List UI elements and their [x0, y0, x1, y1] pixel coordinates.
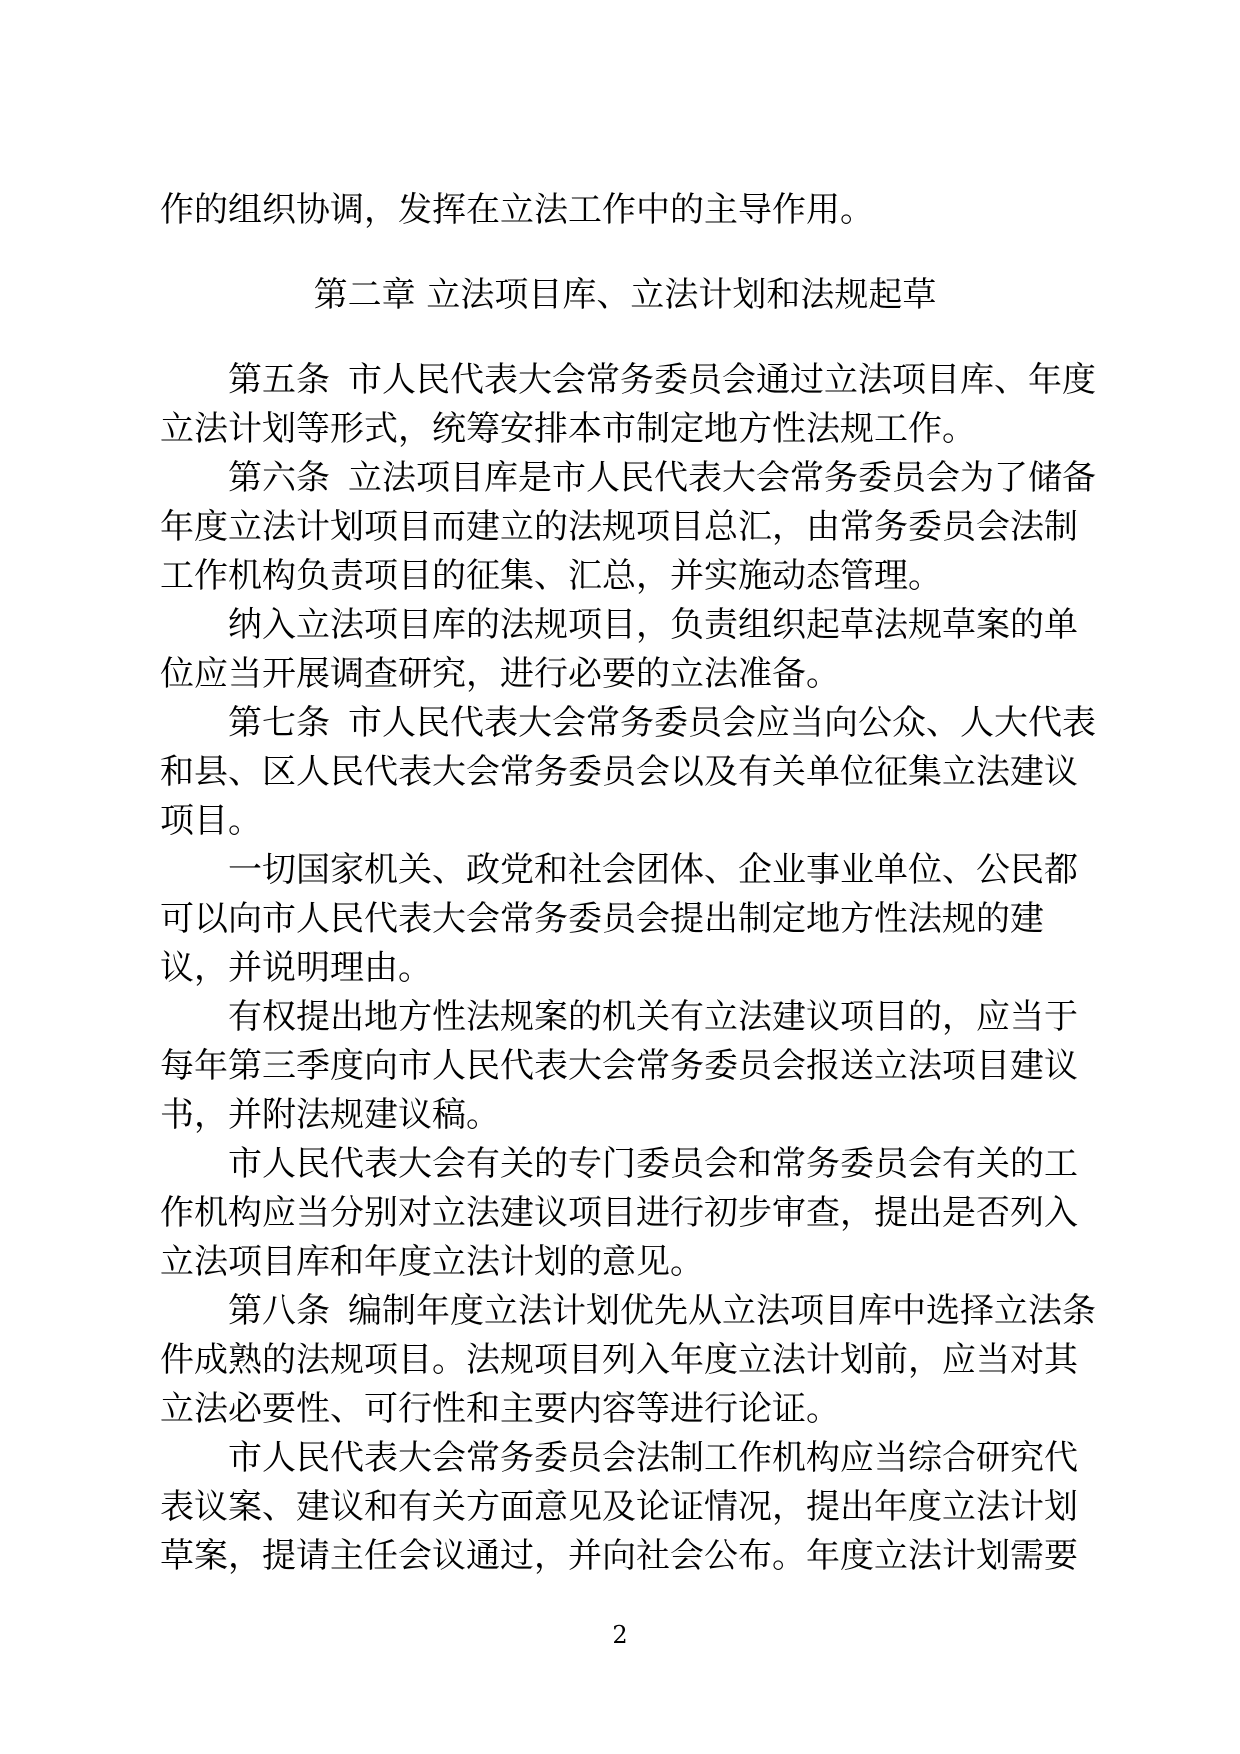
paragraph-article-6-clause-2: [160, 601, 1090, 699]
article-number: 第八条: [228, 1291, 330, 1331]
text-line: 立法项目库是市人民代表大会常务委员会为了储备: [348, 458, 1096, 498]
text-line: 草案，提请主任会议通过，并向社会公布。年度立法计划需要: [160, 1536, 1078, 1576]
paragraph-article-7-clause-2: [160, 846, 1090, 993]
text-line: 项目。: [160, 801, 262, 841]
text-line: 市人民代表大会常务委员会法制工作机构应当综合研究代: [228, 1438, 1078, 1478]
text-line: 年度立法计划项目而建立的法规项目总汇，由常务委员会法制: [160, 507, 1078, 547]
continuation-paragraph: [160, 186, 1090, 235]
text-line: 位应当开展调查研究，进行必要的立法准备。: [160, 654, 840, 694]
paragraph-article-7-clause-3: [160, 993, 1090, 1140]
article-number: 第五条: [228, 360, 330, 400]
document-page: [160, 186, 1096, 1581]
text-line: 市人民代表大会有关的专门委员会和常务委员会有关的工: [228, 1144, 1078, 1184]
text-line: 市人民代表大会常务委员会通过立法项目库、年度: [348, 360, 1096, 400]
text-line: 作的组织协调，发挥在立法工作中的主导作用。: [160, 190, 874, 230]
text-line: 作机构应当分别对立法建议项目进行初步审查，提出是否列入: [160, 1193, 1078, 1233]
text-line: 纳入立法项目库的法规项目，负责组织起草法规草案的单: [228, 605, 1078, 645]
paragraph-article-7-clause-4: [160, 1140, 1090, 1287]
text-line: 立法计划等形式，统筹安排本市制定地方性法规工作。: [160, 409, 976, 449]
text-line: 立法必要性、可行性和主要内容等进行论证。: [160, 1389, 840, 1429]
text-line: 每年第三季度向市人民代表大会常务委员会报送立法项目建议: [160, 1046, 1078, 1086]
text-line: 议，并说明理由。: [160, 948, 432, 988]
text-line: 立法项目库和年度立法计划的意见。: [160, 1242, 704, 1282]
paragraph-article-6: [160, 454, 1096, 601]
text-line: 有权提出地方性法规案的机关有立法建议项目的，应当于: [228, 997, 1078, 1037]
article-number: 第六条: [228, 458, 330, 498]
paragraph-article-8-clause-2: [160, 1434, 1090, 1581]
text-line: 一切国家机关、政党和社会团体、企业事业单位、公民都: [228, 850, 1078, 890]
text-line: 件成熟的法规项目。法规项目列入年度立法计划前，应当对其: [160, 1340, 1078, 1380]
article-number: 第七条: [228, 703, 330, 743]
paragraph-article-5: [160, 356, 1096, 454]
paragraph-article-8: [160, 1287, 1096, 1434]
chapter-heading: 第二章 立法项目库、立法计划和法规起草: [313, 275, 937, 315]
text-line: 工作机构负责项目的征集、汇总，并实施动态管理。: [160, 556, 942, 596]
text-line: 书，并附法规建议稿。: [160, 1095, 500, 1135]
text-line: 编制年度立法计划优先从立法项目库中选择立法条: [348, 1291, 1096, 1331]
text-line: 和县、区人民代表大会常务委员会以及有关单位征集立法建议: [160, 752, 1078, 792]
paragraph-article-7: [160, 699, 1096, 846]
page-number: 2: [612, 1621, 628, 1649]
text-line: 表议案、建议和有关方面意见及论证情况，提出年度立法计划: [160, 1487, 1078, 1527]
text-line: 可以向市人民代表大会常务委员会提出制定地方性法规的建: [160, 899, 1044, 939]
text-line: 市人民代表大会常务委员会应当向公众、人大代表: [348, 703, 1096, 743]
